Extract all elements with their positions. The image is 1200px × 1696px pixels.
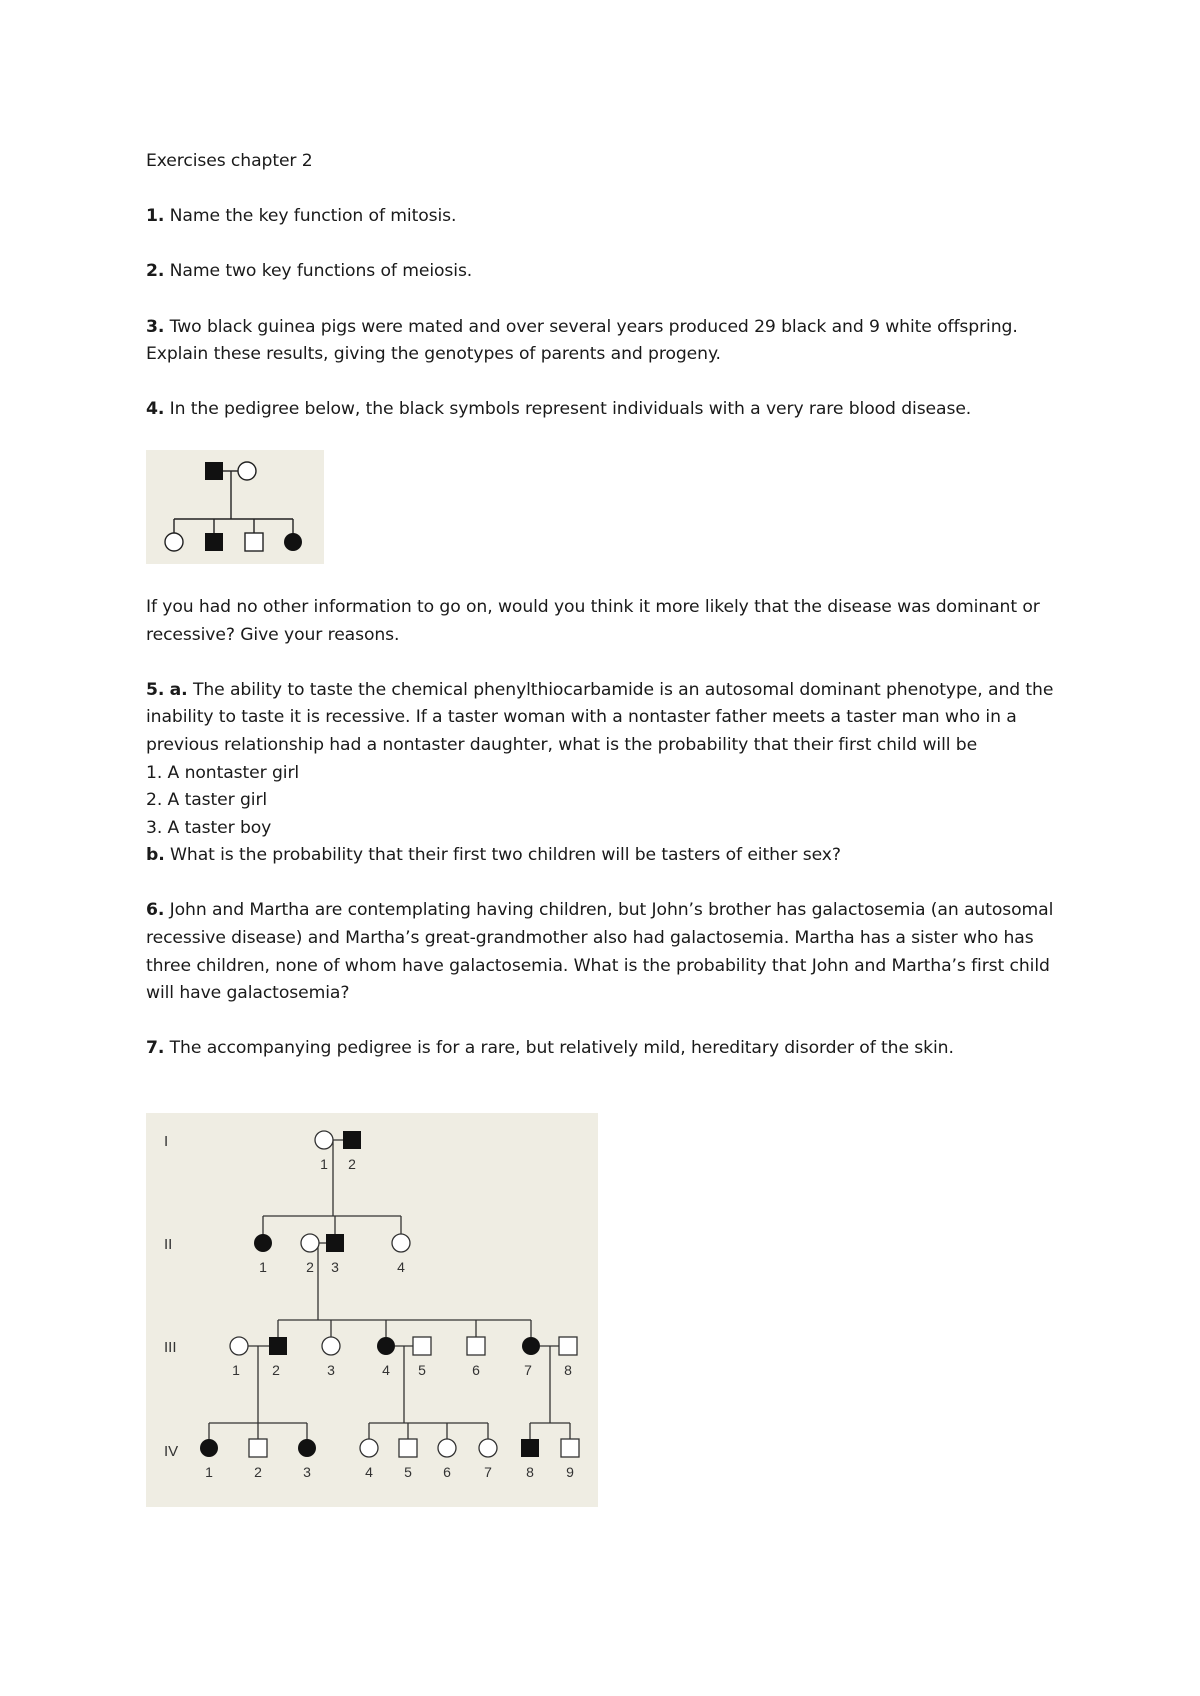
- question-4: [146, 396, 1076, 424]
- question-number: 5.: [146, 679, 165, 700]
- unaffected-female-symbol: [315, 1131, 333, 1149]
- individual-number: 1: [320, 1156, 328, 1172]
- affected-male-symbol: [326, 1234, 344, 1252]
- document-title: Exercises chapter 2: [146, 151, 313, 171]
- generation-label: III: [164, 1339, 177, 1356]
- individual-number: 4: [382, 1362, 390, 1378]
- question-text: What is the probability that their first two children will be tasters of either sex?: [164, 845, 841, 866]
- individual-number: 2: [254, 1464, 262, 1480]
- question-part-b: b.: [146, 845, 165, 866]
- individual-number: 7: [484, 1464, 492, 1480]
- question-number: 2.: [146, 261, 165, 282]
- question-text: The ability to taste the chemical phenylthiocarbamide is an autosomal dominant phenotype, and the inability to taste it is recessive. If a taster woman with a nontaster father meets a taster man who in a previous relationship had a nontaster daughter, what is the probability that their first child will be: [146, 679, 1054, 755]
- individual-number: 9: [566, 1464, 574, 1480]
- question-6: [146, 897, 1076, 1007]
- individual-number: 5: [404, 1464, 412, 1480]
- question-text: In the pedigree below, the black symbols represent individuals with a very rare blood disease.: [164, 399, 972, 420]
- option-1: 1. A nontaster girl: [146, 762, 300, 783]
- affected-male-symbol: [343, 1131, 361, 1149]
- question-number: 1.: [146, 206, 165, 227]
- question-5b: [146, 842, 1076, 870]
- unaffected-male-symbol: [467, 1337, 485, 1355]
- unaffected-female-symbol: [301, 1234, 319, 1252]
- individual-number: 3: [303, 1464, 311, 1480]
- affected-male-symbol: [205, 462, 223, 480]
- unaffected-male-symbol: [413, 1337, 431, 1355]
- individual-number: 3: [331, 1259, 339, 1275]
- unaffected-female-symbol: [322, 1337, 340, 1355]
- unaffected-female-symbol: [360, 1439, 378, 1457]
- question-number: 7.: [146, 1038, 165, 1059]
- individual-number: 5: [418, 1362, 426, 1378]
- pedigree-figure-2: [146, 1113, 598, 1507]
- individual-number: 4: [365, 1464, 373, 1480]
- individual-number: 6: [472, 1362, 480, 1378]
- affected-female-symbol: [377, 1337, 395, 1355]
- affected-male-symbol: [205, 533, 223, 551]
- individual-number: 1: [232, 1362, 240, 1378]
- affected-male-symbol: [521, 1439, 539, 1457]
- affected-female-symbol: [522, 1337, 540, 1355]
- pedigree-figure-1: [146, 450, 324, 564]
- unaffected-male-symbol: [245, 533, 263, 551]
- question-1: [146, 203, 1076, 231]
- question-text: Name two key functions of meiosis.: [164, 261, 473, 282]
- document-body: [146, 148, 1076, 1063]
- individual-number: 1: [205, 1464, 213, 1480]
- individual-number: 8: [526, 1464, 534, 1480]
- question-text: John and Martha are contemplating having children, but John’s brother has galactosemia (an autosomal recessive disease) and Martha’s great-grandmother also had galactosemia. Martha has a sister who has three children, none of whom have galactosemia. What is the probability that John and Martha’s first child will have galactosemia?: [146, 900, 1054, 1004]
- question-3: [146, 314, 1076, 369]
- unaffected-male-symbol: [559, 1337, 577, 1355]
- question-text: Two black guinea pigs were mated and over several years produced 29 black and 9 white offspring. Explain these results, giving the genotypes of parents and progeny.: [146, 316, 1018, 365]
- unaffected-female-symbol: [479, 1439, 497, 1457]
- individual-number: 3: [327, 1362, 335, 1378]
- affected-male-symbol: [269, 1337, 287, 1355]
- unaffected-female-symbol: [392, 1234, 410, 1252]
- question-part-a: a.: [169, 679, 188, 700]
- affected-female-symbol: [284, 533, 302, 551]
- affected-female-symbol: [298, 1439, 316, 1457]
- question-text: The accompanying pedigree is for a rare, but relatively mild, hereditary disorder of the skin.: [164, 1038, 954, 1059]
- question-text: Name the key function of mitosis.: [164, 206, 457, 227]
- individual-number: 2: [306, 1259, 314, 1275]
- individual-number: 2: [272, 1362, 280, 1378]
- option-3: 3. A taster boy: [146, 817, 272, 838]
- question-5a: [146, 677, 1076, 760]
- unaffected-female-symbol: [238, 462, 256, 480]
- unaffected-female-symbol: [230, 1337, 248, 1355]
- question-4-followup: If you had no other information to go on, would you think it more likely that the disease was dominant or recessive? Give your reasons.: [146, 596, 1040, 645]
- individual-number: 8: [564, 1362, 572, 1378]
- unaffected-male-symbol: [561, 1439, 579, 1457]
- option-2: 2. A taster girl: [146, 790, 268, 811]
- generation-label: IV: [164, 1443, 179, 1460]
- affected-female-symbol: [200, 1439, 218, 1457]
- affected-female-symbol: [254, 1234, 272, 1252]
- question-number: 6.: [146, 900, 165, 921]
- unaffected-female-symbol: [165, 533, 183, 551]
- unaffected-male-symbol: [249, 1439, 267, 1457]
- individual-number: 7: [524, 1362, 532, 1378]
- question-2: [146, 258, 1076, 286]
- individual-number: 2: [348, 1156, 356, 1172]
- generation-label: I: [164, 1133, 169, 1150]
- unaffected-female-symbol: [438, 1439, 456, 1457]
- question-number: 3.: [146, 316, 165, 337]
- unaffected-male-symbol: [399, 1439, 417, 1457]
- individual-number: 6: [443, 1464, 451, 1480]
- question-number: 4.: [146, 399, 165, 420]
- individual-number: 1: [259, 1259, 267, 1275]
- question-7: [146, 1035, 1076, 1063]
- individual-number: 4: [397, 1259, 405, 1275]
- generation-label: II: [164, 1236, 173, 1253]
